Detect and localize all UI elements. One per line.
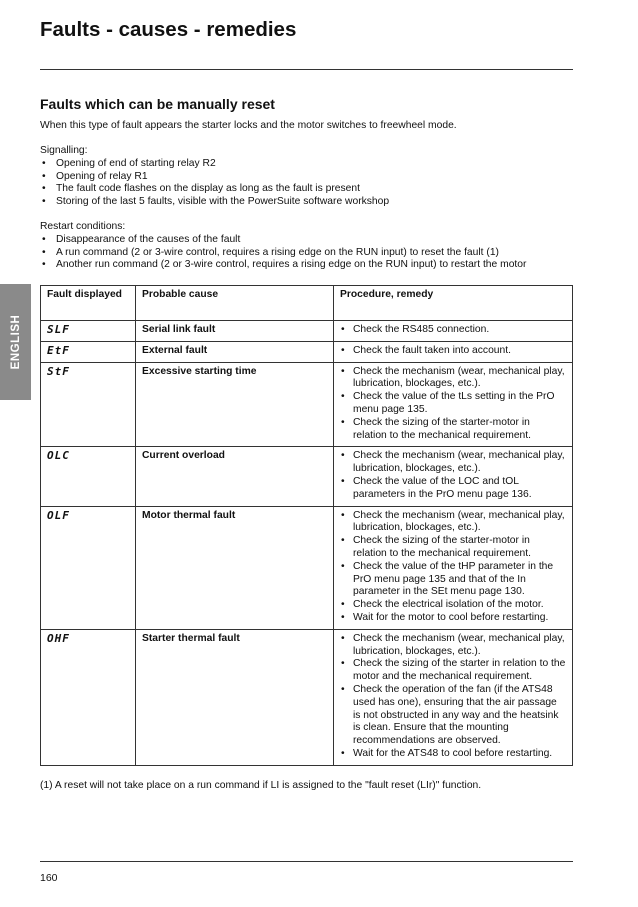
remedy-item: • Check the value of the LOC and tOL parameters in the PrO menu page 136.	[340, 476, 566, 502]
fault-cause: Starter thermal fault	[136, 629, 334, 765]
fault-code: SLF	[41, 321, 136, 342]
table-header-row	[41, 286, 573, 321]
signalling-list	[40, 158, 580, 209]
list-item: • Storing of the last 5 faults, visible with the PowerSuite software workshop	[40, 196, 580, 209]
header-procedure-remedy: Procedure, remedy	[334, 286, 573, 321]
table-row	[41, 506, 573, 629]
footer-divider	[40, 861, 573, 862]
section-title: Faults which can be manually reset	[40, 96, 275, 112]
table-row	[41, 321, 573, 342]
table-row	[41, 362, 573, 447]
fault-cause: Excessive starting time	[136, 362, 334, 447]
remedy-item: • Check the value of the tLs setting in the PrO menu page 135.	[340, 391, 566, 417]
page-title: Faults - causes - remedies	[40, 18, 297, 41]
faults-table	[40, 285, 573, 766]
list-item: • A run command (2 or 3-wire control, requires a rising edge on the RUN input) to reset the fault (1)	[40, 247, 580, 260]
remedy-item: • Check the mechanism (wear, mechanical play, lubrication, blockages, etc.).	[340, 510, 566, 536]
fault-code: OHF	[41, 629, 136, 765]
remedy-item: • Check the sizing of the starter-motor in relation to the mechanical requirement.	[340, 535, 566, 561]
list-item: • Opening of end of starting relay R2	[40, 158, 580, 171]
list-item: • Disappearance of the causes of the fault	[40, 234, 580, 247]
remedy-item: • Check the mechanism (wear, mechanical play, lubrication, blockages, etc.).	[340, 633, 566, 659]
fault-cause: External fault	[136, 341, 334, 362]
page-number: 160	[40, 872, 58, 884]
fault-code: OLC	[41, 447, 136, 506]
remedy-item: • Check the operation of the fan (if the ATS48 used has one), ensuring that the air passage is not obstructed in any way and the heatsink is clean. Ensure that the mounting recommendations are observed.	[340, 684, 566, 748]
restart-list	[40, 234, 580, 272]
list-item: • Another run command (2 or 3-wire control, requires a rising edge on the RUN input) to restart the motor	[40, 259, 580, 272]
fault-cause: Current overload	[136, 447, 334, 506]
fault-code: OLF	[41, 506, 136, 629]
fault-remedy	[334, 447, 573, 506]
header-probable-cause: Probable cause	[136, 286, 334, 321]
fault-code: StF	[41, 362, 136, 447]
intro-paragraph: When this type of fault appears the starter locks and the motor switches to freewheel mode.	[40, 120, 457, 131]
remedy-item: • Check the electrical isolation of the motor.	[340, 599, 566, 612]
table-row	[41, 629, 573, 765]
remedy-item: • Wait for the motor to cool before restarting.	[340, 612, 566, 625]
remedy-item: • Check the mechanism (wear, mechanical play, lubrication, blockages, etc.).	[340, 366, 566, 392]
signalling-block	[40, 145, 580, 209]
header-fault-displayed: Fault displayed	[41, 286, 136, 321]
restart-conditions-block	[40, 221, 580, 272]
fault-remedy	[334, 506, 573, 629]
fault-cause: Motor thermal fault	[136, 506, 334, 629]
fault-remedy	[334, 321, 573, 342]
fault-remedy	[334, 629, 573, 765]
footnote: (1) A reset will not take place on a run command if LI is assigned to the "fault reset (LIr)" function.	[40, 780, 482, 791]
remedy-item: • Check the mechanism (wear, mechanical play, lubrication, blockages, etc.).	[340, 450, 566, 476]
table-row	[41, 341, 573, 362]
remedy-item: • Check the sizing of the starter-motor in relation to the mechanical requirement.	[340, 417, 566, 443]
remedy-item: • Check the sizing of the starter in relation to the motor and the mechanical requirement.	[340, 658, 566, 684]
remedy-item: • Check the value of the tHP parameter in the PrO menu page 135 and that of the In parameter in the SEt menu page 130.	[340, 561, 566, 599]
remedy-item: • Wait for the ATS48 to cool before restarting.	[340, 748, 566, 761]
language-side-tab	[0, 284, 31, 400]
table-row	[41, 447, 573, 506]
fault-remedy	[334, 341, 573, 362]
remedy-item: • Check the RS485 connection.	[340, 324, 566, 337]
side-tab-label: ENGLISH	[9, 314, 22, 370]
fault-code: EtF	[41, 341, 136, 362]
fault-remedy	[334, 362, 573, 447]
signalling-heading: Signalling:	[40, 145, 88, 156]
fault-cause: Serial link fault	[136, 321, 334, 342]
list-item: • Opening of relay R1	[40, 171, 580, 184]
restart-heading: Restart conditions:	[40, 221, 126, 232]
list-item: • The fault code flashes on the display as long as the fault is present	[40, 183, 580, 196]
header-divider	[40, 69, 573, 70]
remedy-item: • Check the fault taken into account.	[340, 345, 566, 358]
